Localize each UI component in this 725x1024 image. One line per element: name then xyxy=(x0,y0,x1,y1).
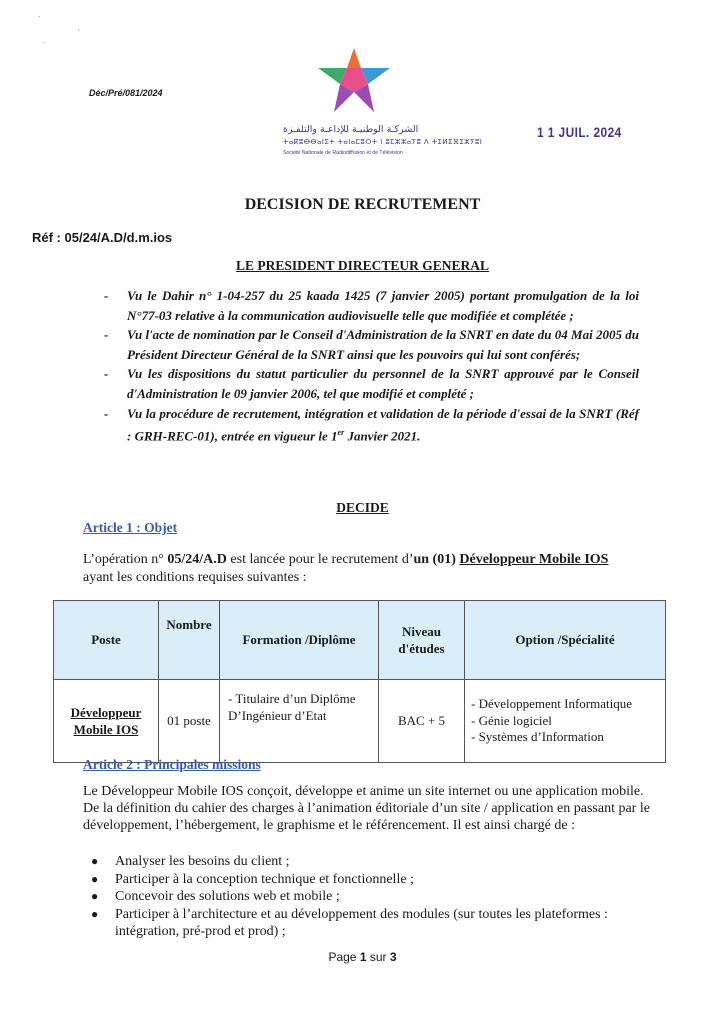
header-formation: Formation /Diplôme xyxy=(220,601,379,680)
consideration-item: - Vu la procédure de recrutement, intégration et validation de la période d'essai de la SNRT (Réf : GRH-REC-01), entrée en vigueur le 1er Janvier 2021. xyxy=(104,405,639,444)
consideration-item: - Vu l'acte de nomination par le Conseil d'Administration de la SNRT en date du 04 Mai 2005 du Président Directeur Général de la SNRT ainsi que les pouvoirs qui lui sont conférés; xyxy=(104,327,639,362)
org-name-french: Société Nationale de Radiodiffusion et de Télévision xyxy=(283,150,403,156)
document-reference-top: Déc/Pré/081/2024 xyxy=(89,88,163,98)
position-title: Développeur Mobile IOS xyxy=(459,552,609,567)
cell-options: - Développement Informatique - Génie logiciel - Systèmes d’Information xyxy=(465,680,666,763)
consideration-item: - Vu le Dahir n° 1-04-257 du 25 kaada 1425 (7 janvier 2005) portant promulgation de la loi N°77-03 relative à la communication audiovisuelle telle que modifiée et complétée ; xyxy=(104,288,639,323)
list-item: ● Participer à la conception technique et fonctionnelle ; xyxy=(91,871,414,887)
org-name-arabic: الشركـة الوطنيـة للإذاعـة والتلفـزة xyxy=(283,124,419,135)
header-nombre: Nombre xyxy=(159,601,220,680)
list-item: ● Participer à l’architecture et au développement des modules (sur toutes les plateformes : intégration, pré-prod et prod) ; xyxy=(91,906,608,939)
president-heading: LE PRESIDENT DIRECTEUR GENERAL xyxy=(236,258,489,273)
cell-formation: - Titulaire d’un Diplôme D’Ingénieur d’Etat xyxy=(220,680,379,763)
scan-mark: · xyxy=(42,38,45,47)
snrt-logo xyxy=(316,46,392,114)
table-header-row xyxy=(54,601,666,680)
cell-poste: Développeur Mobile IOS xyxy=(54,680,159,763)
scan-mark: · xyxy=(38,12,41,21)
org-name-amazigh: ⵜⴰⴽⵓⴱⴱⴰⵏⵉⵜ ⵜⴰⵏⴰⵎⵓⵔⵜ ⵏ ⵓⵎⵣⵣⴰⵢⵓ ⴷ ⵜⵉⵍⵉⴼⵉⵣⵢⵓⵏ xyxy=(283,138,483,146)
consideration-item: - Vu les dispositions du statut particulier du personnel de la SNRT approuvé par le Conseil d'Administration le 09 janvier 2006, tel que modifié et complété ; xyxy=(104,366,639,401)
article-1-text: L’opération n° 05/24/A.D est lancée pour le recrutement d’un (01) Développeur Mobile IOS ayant les conditions requises suivantes : xyxy=(83,552,609,585)
date-stamp: 1 1 JUIL. 2024 xyxy=(537,124,622,140)
document-title: DECISION DE RECRUTEMENT xyxy=(244,196,481,213)
article-2-heading: Article 2 : Principales missions xyxy=(83,757,261,772)
decide-heading: DECIDE xyxy=(336,500,389,515)
missions-list xyxy=(91,853,651,941)
list-item: ● Analyser les besoins du client ; xyxy=(91,854,290,869)
requirements-table xyxy=(53,600,666,763)
cell-niveau: BAC + 5 xyxy=(379,680,465,763)
header-option: Option /Spécialité xyxy=(465,601,666,680)
cell-nombre: 01 poste xyxy=(159,680,220,763)
article-1-heading: Article 1 : Objet xyxy=(83,520,178,535)
table-row xyxy=(54,680,666,763)
list-item: ● Concevoir des solutions web et mobile ; xyxy=(91,889,340,904)
header-poste: Poste xyxy=(54,601,159,680)
article-2-text: Le Développeur Mobile IOS conçoit, développe et anime un site internet ou une application mobile. De la définition du cahier des charges à l’animation éditoriale d’un site / application en passant par le développement, l’hébergement, le graphisme et le référencement. Il est ainsi chargé de : xyxy=(83,784,650,833)
considerations-list xyxy=(104,286,639,446)
scan-mark: ' xyxy=(78,28,80,37)
header-niveau: Niveau d'études xyxy=(379,601,465,680)
page-number: Page 1 sur 3 xyxy=(328,950,397,964)
decision-reference: Réf : 05/24/A.D/d.m.ios xyxy=(32,230,173,245)
